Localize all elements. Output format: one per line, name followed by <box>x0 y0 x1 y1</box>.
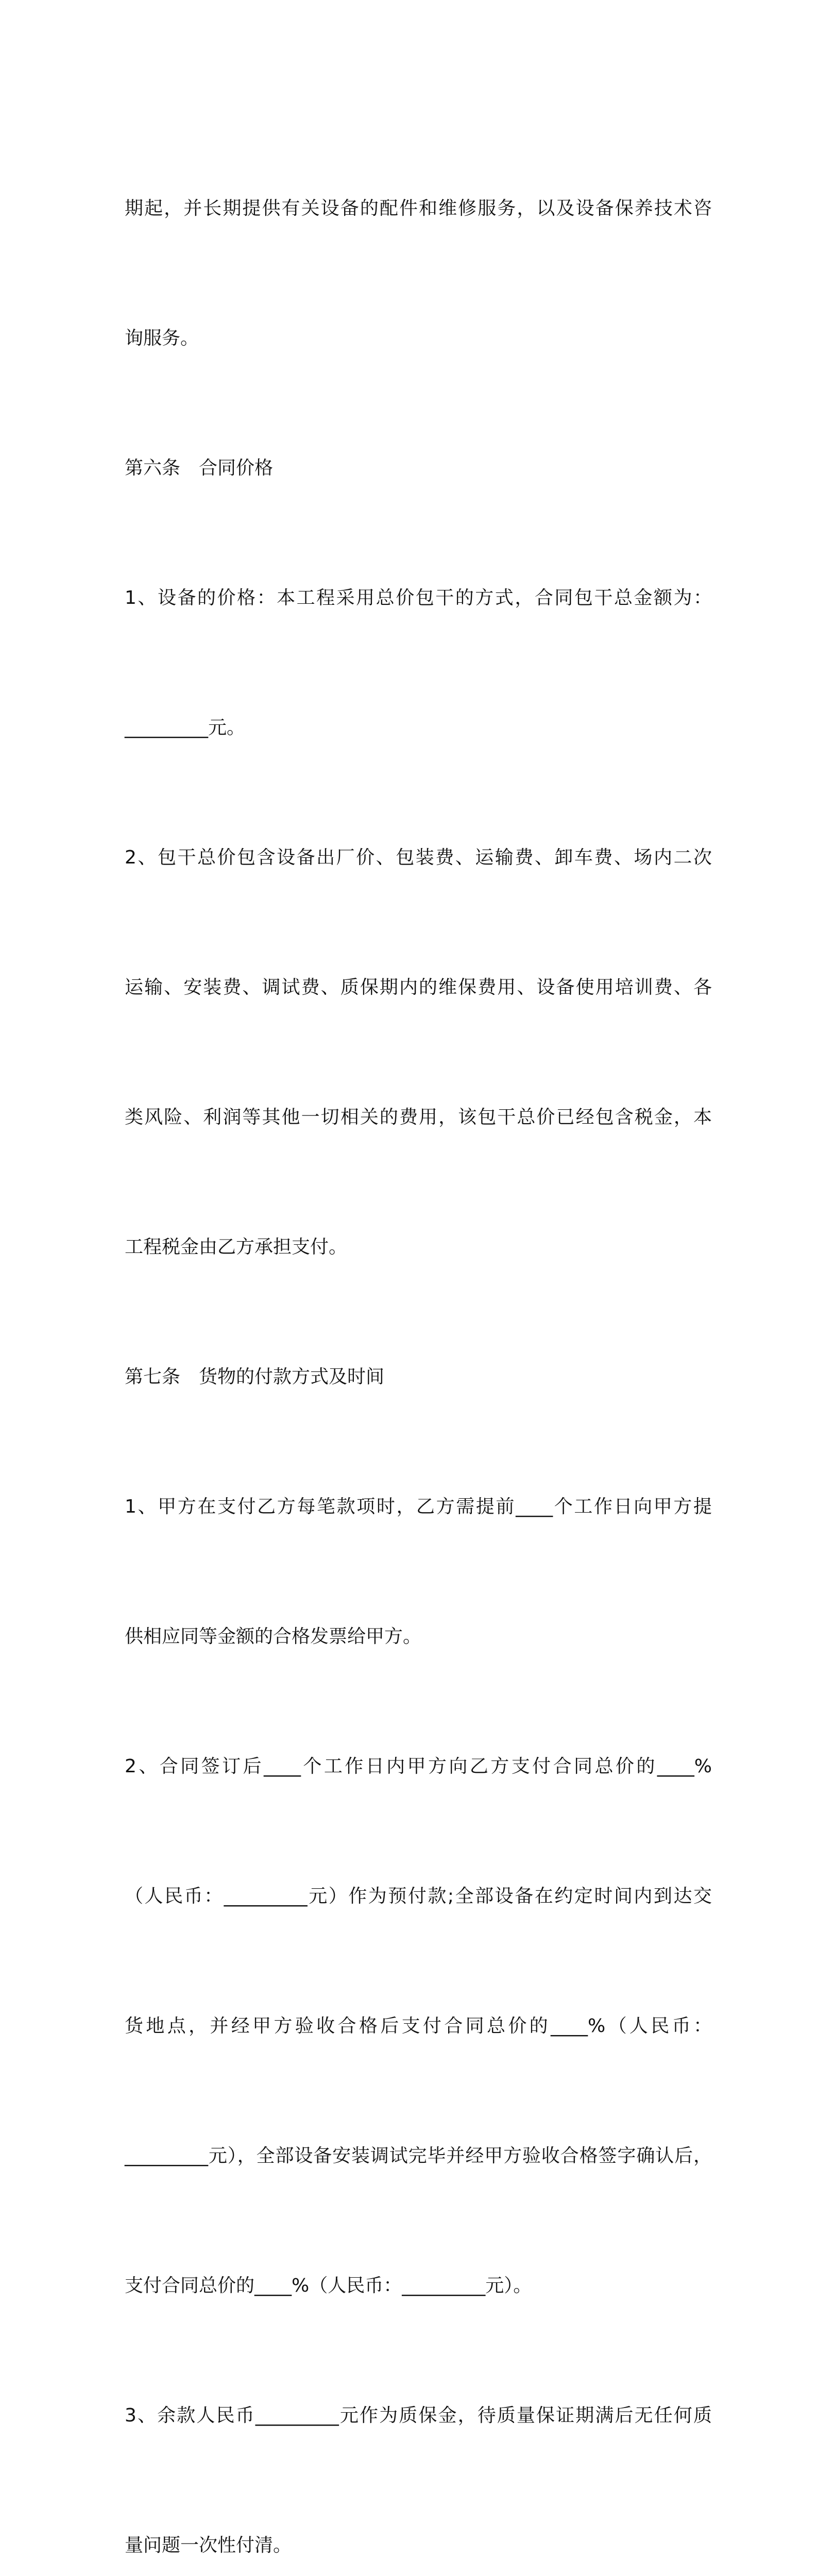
paragraph-line: 期起，并长期提供有关设备的配件和维修服务，以及设备保养技术咨 <box>125 198 712 219</box>
paragraph-line: 询服务。 <box>125 328 199 349</box>
paragraph-line: 货地点，并经甲方验收合格后支付合同总价的____%（人民币： <box>125 2015 712 2037</box>
paragraph-line: 工程税金由乙方承担支付。 <box>125 1236 348 1258</box>
paragraph-line: _________元），全部设备安装调试完毕并经甲方验收合格签字确认后， <box>125 2145 712 2166</box>
section-heading: 第六条 合同价格 <box>125 457 274 479</box>
paragraph-line: 类风险、利润等其他一切相关的费用，该包干总价已经包含税金，本 <box>125 1107 712 1128</box>
section-heading: 第七条 货物的付款方式及时间 <box>125 1366 385 1387</box>
paragraph-line: 1、甲方在支付乙方每笔款项时，乙方需提前____个工作日向甲方提 <box>125 1496 712 1517</box>
paragraph-line: 2、包干总价包含设备出厂价、包装费、运输费、卸车费、场内二次 <box>125 847 712 868</box>
paragraph-line: 运输、安装费、调试费、质保期内的维保费用、设备使用培训费、各 <box>125 977 712 998</box>
paragraph-line: 量问题一次性付清。 <box>125 2535 292 2556</box>
paragraph-line: 3、余款人民币_________元作为质保金，待质量保证期满后无任何质 <box>125 2405 712 2426</box>
paragraph-line: _________元。 <box>125 717 246 738</box>
paragraph-line: 支付合同总价的____%（人民币：_________元）。 <box>125 2275 532 2296</box>
paragraph-line: 2、合同签订后____个工作日内甲方向乙方支付合同总价的____% <box>125 1756 712 1777</box>
document-body <box>125 100 712 2576</box>
paragraph-line: 1、设备的价格：本工程采用总价包干的方式，合同包干总金额为： <box>125 587 712 608</box>
paragraph-line: 供相应同等金额的合格发票给甲方。 <box>125 1626 422 1647</box>
paragraph-line: （人民币：_________元）作为预付款;全部设备在约定时间内到达交 <box>125 1886 712 1907</box>
